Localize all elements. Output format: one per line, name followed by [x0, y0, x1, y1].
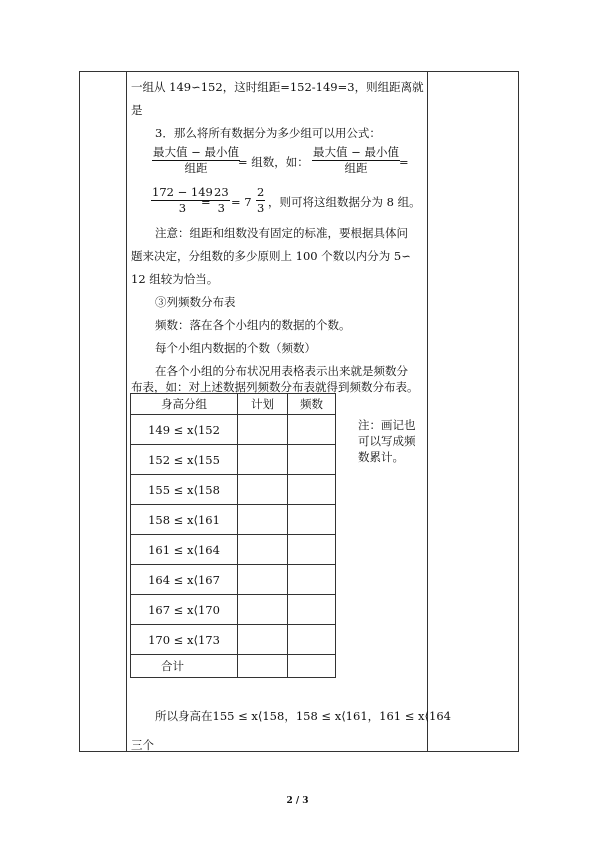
- group-cell: 155 ≤ x⟨158: [131, 475, 238, 505]
- fraction-denominator: 3: [178, 201, 187, 215]
- table-row: [131, 595, 336, 625]
- fraction-numerator: 最大值 − 最小值: [153, 145, 239, 159]
- group-cell: 167 ≤ x⟨170: [131, 595, 238, 625]
- tally-cell: [238, 415, 288, 445]
- table-row: [131, 625, 336, 655]
- fraction-denominator: 3: [257, 201, 265, 215]
- text-line: 一组从 149∽152，这时组距=152-149=3，则组距离就: [131, 80, 424, 94]
- column-divider-right: [427, 71, 428, 752]
- total-label-cell: 合计: [131, 655, 238, 678]
- text-line: 三个: [131, 738, 154, 752]
- column-divider-left: [126, 71, 127, 752]
- formula-text: = 组数，如：: [238, 155, 309, 169]
- formula-text: =: [201, 195, 211, 209]
- table-total-row: [131, 655, 336, 678]
- tally-cell: [238, 445, 288, 475]
- text-line: 题来决定，分组数的多少原则上 100 个数以内分为 5∽: [131, 249, 411, 263]
- side-note-line: 可以写成频: [358, 434, 416, 448]
- tally-cell: [238, 625, 288, 655]
- formula-fraction: [312, 146, 400, 175]
- tally-cell: [238, 595, 288, 625]
- fraction-numerator: 最大值 − 最小值: [313, 145, 399, 159]
- group-cell: 161 ≤ x⟨164: [131, 535, 238, 565]
- frequency-table: [130, 393, 336, 678]
- table-row: [131, 505, 336, 535]
- group-cell: 158 ≤ x⟨161: [131, 505, 238, 535]
- group-cell: 149 ≤ x⟨152: [131, 415, 238, 445]
- side-note-line: 数累计。: [358, 450, 404, 464]
- text-line: 每个小组内数据的个数（频数）: [155, 341, 316, 355]
- formula-fraction: [152, 146, 240, 175]
- tally-cell: [238, 505, 288, 535]
- frequency-cell: [288, 565, 336, 595]
- header-cell: 身高分组: [131, 394, 238, 415]
- side-note-line: 注：画记也: [358, 418, 416, 432]
- formula-text: =: [399, 155, 409, 169]
- table-header-row: [131, 394, 336, 415]
- frequency-cell: [288, 505, 336, 535]
- text-line: 频数：落在各个小组内的数据的个数。: [155, 318, 351, 332]
- group-cell: 170 ≤ x⟨173: [131, 625, 238, 655]
- formula-text: = 7: [231, 195, 252, 209]
- group-cell: 164 ≤ x⟨167: [131, 565, 238, 595]
- tally-cell: [238, 655, 288, 678]
- header-cell: 频数: [288, 394, 336, 415]
- fraction-denominator: 组距: [184, 161, 208, 175]
- page-number: 2 / 3: [286, 796, 309, 806]
- tally-cell: [238, 535, 288, 565]
- frequency-cell: [288, 655, 336, 678]
- fraction-denominator: 组距: [344, 161, 368, 175]
- fraction-numerator: 23: [214, 185, 229, 199]
- table-row: [131, 445, 336, 475]
- frequency-cell: [288, 595, 336, 625]
- fraction-numerator: 172 − 149: [152, 185, 213, 199]
- frequency-cell: [288, 445, 336, 475]
- text-line: 3．那么将所有数据分为多少组可以用公式：: [155, 126, 381, 140]
- frequency-cell: [288, 535, 336, 565]
- formula-text: ，则可将这组数据分为 8 组。: [268, 195, 421, 209]
- header-cell: 计划: [238, 394, 288, 415]
- frequency-cell: [288, 415, 336, 445]
- text-line: 是: [131, 103, 143, 117]
- fraction-numerator: 2: [257, 185, 265, 199]
- tally-cell: [238, 565, 288, 595]
- formula-fraction: [213, 186, 230, 215]
- group-cell: 152 ≤ x⟨155: [131, 445, 238, 475]
- table-row: [131, 475, 336, 505]
- formula-fraction: [256, 186, 265, 215]
- text-line: 布表，如：对上述数据列频数分布表就得到频数分布表。: [131, 380, 419, 394]
- table-row: [131, 415, 336, 445]
- fraction-denominator: 3: [217, 201, 225, 215]
- tally-cell: [238, 475, 288, 505]
- section-heading: ③列频数分布表: [155, 295, 236, 309]
- text-line: 所以身高在155 ≤ x⟨158，158 ≤ x⟨161，161 ≤ x⟨164: [155, 709, 451, 723]
- text-line: 注意：组距和组数没有固定的标准，要根据具体问: [155, 226, 408, 240]
- table-row: [131, 565, 336, 595]
- frequency-cell: [288, 625, 336, 655]
- text-line: 12 组较为恰当。: [131, 272, 219, 286]
- table-row: [131, 535, 336, 565]
- frequency-cell: [288, 475, 336, 505]
- text-line: 在各个小组的分布状况用表格表示出来就是频数分: [155, 364, 408, 378]
